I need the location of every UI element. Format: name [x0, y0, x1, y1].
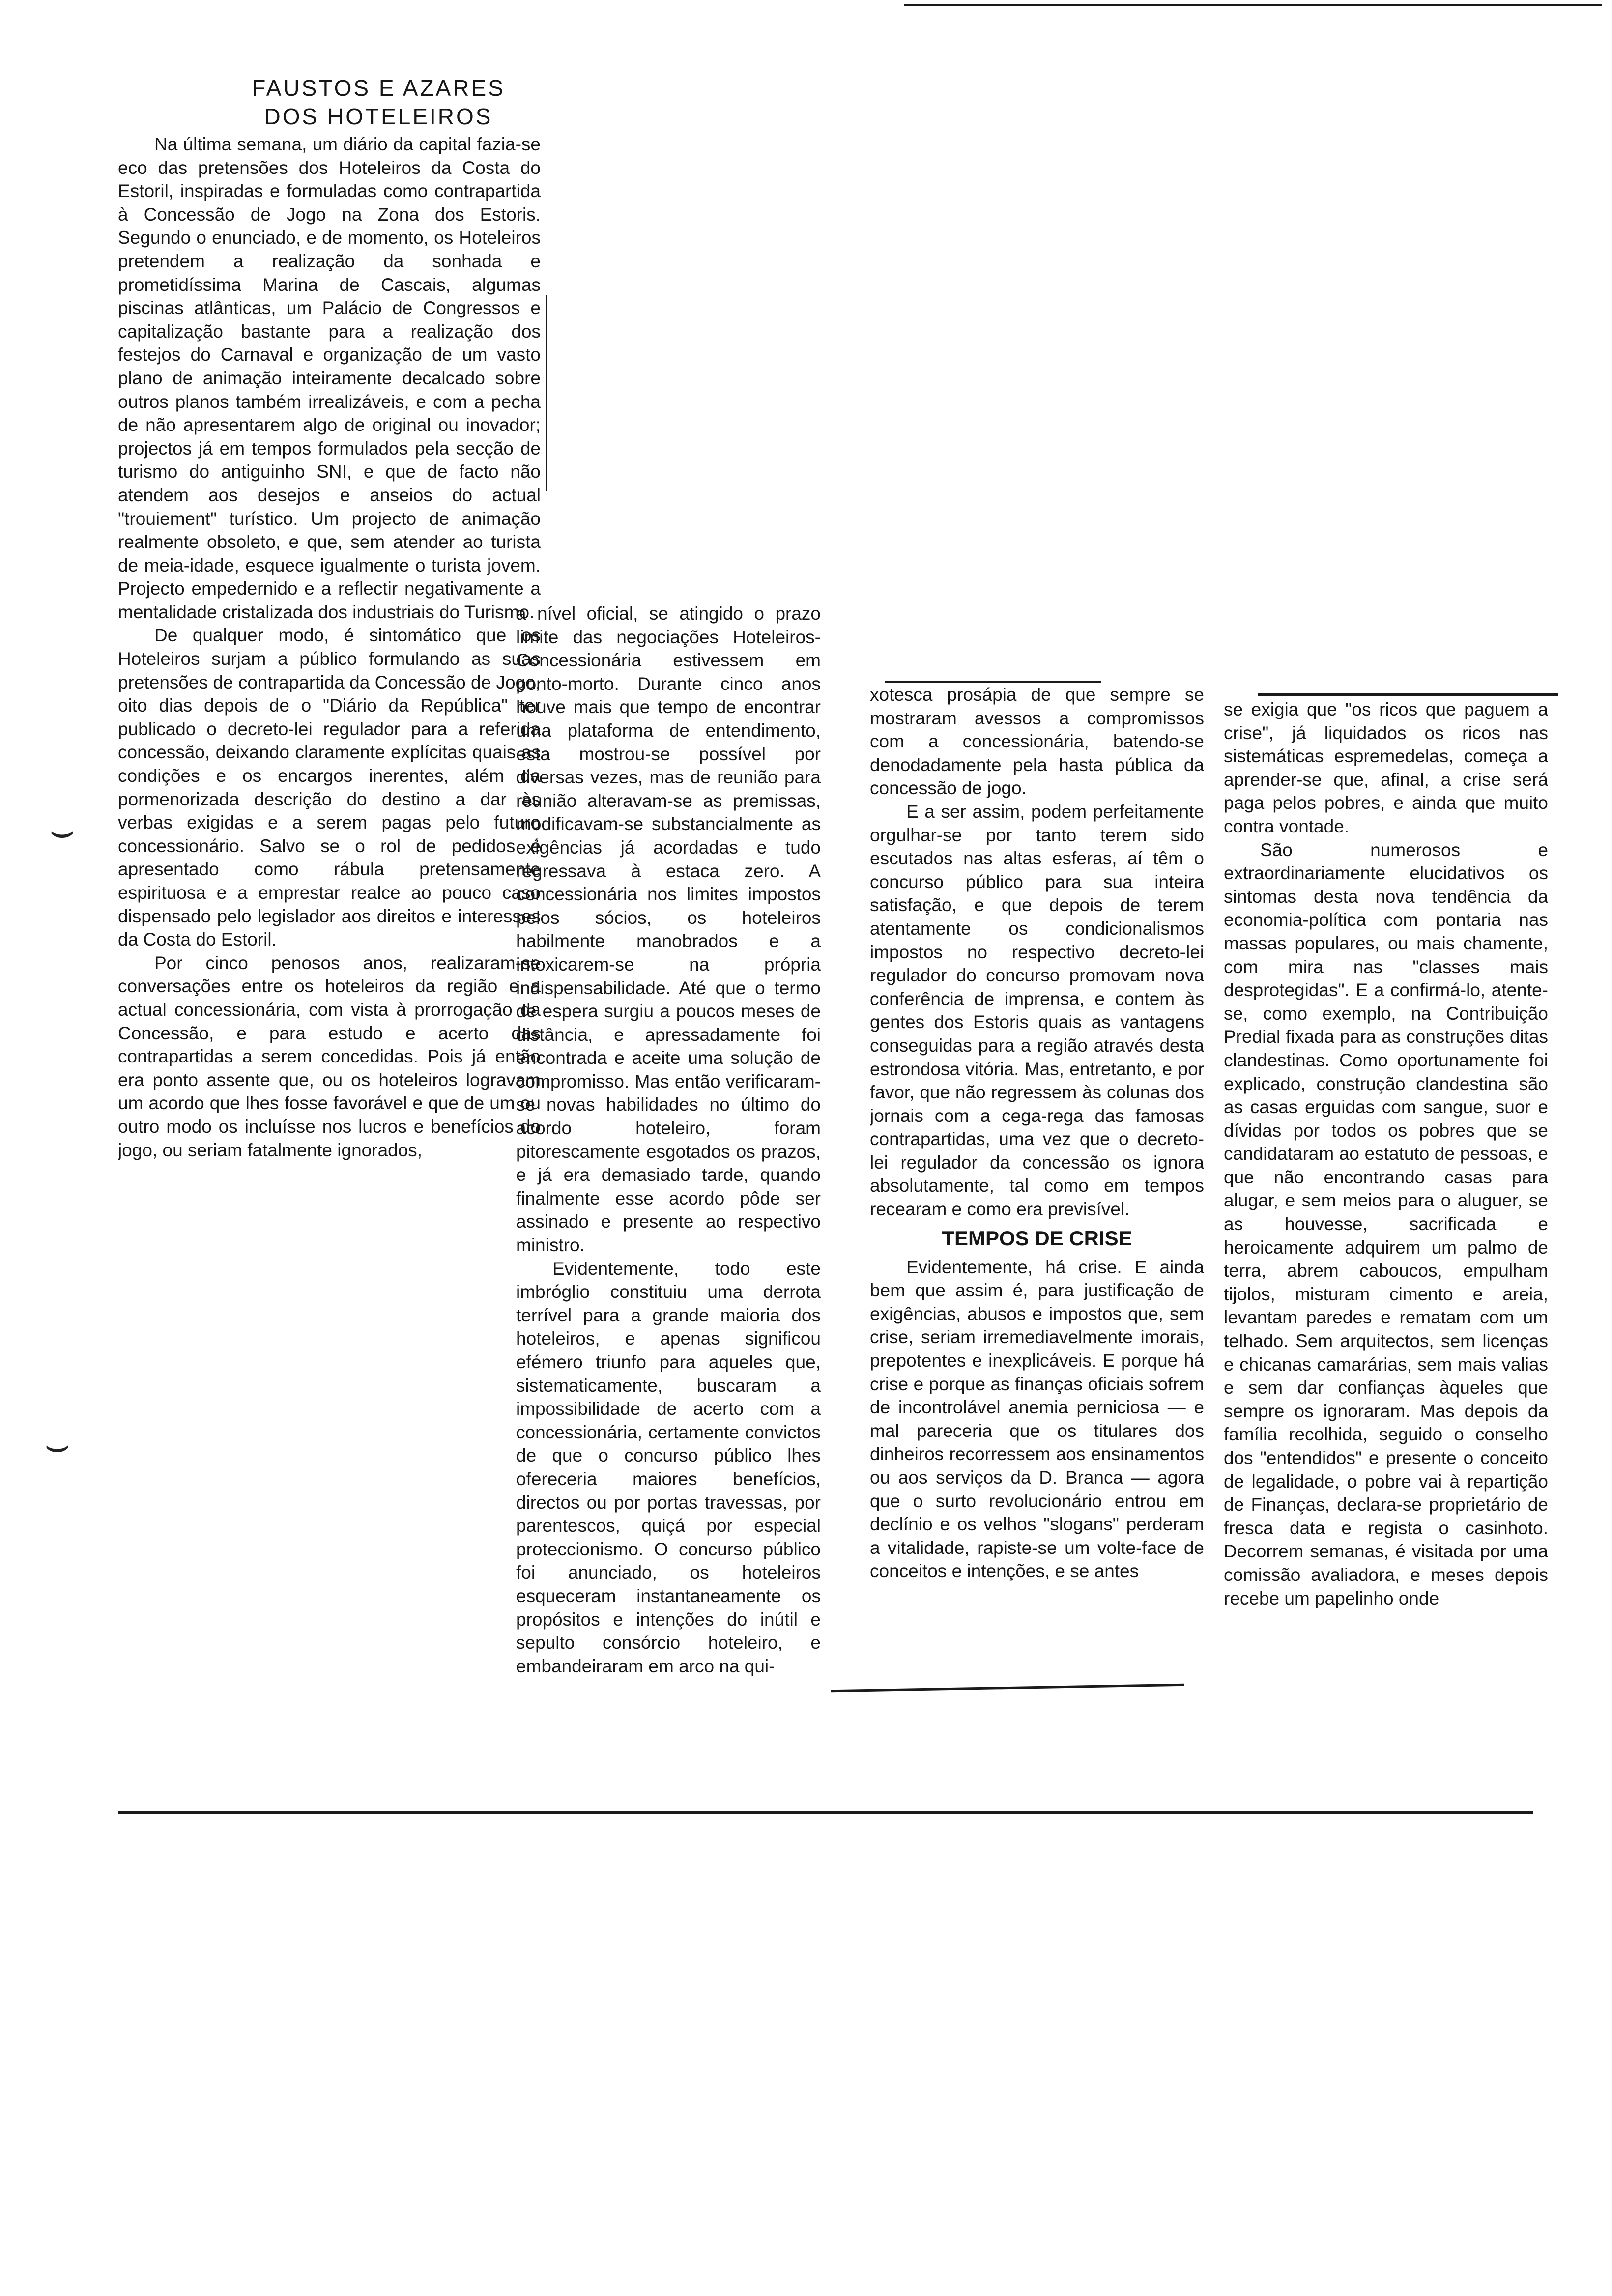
col3-paragraph-3: Evidentemente, há crise. E ainda bem que assim é, para justificação de exigências, abusos e impostos que, sem crise, seriam irremediavelmente imorais, prepotentes e inexplicáveis. E porque há crise e porque as finanças oficiais sofrem de incontrolável anemia perniciosa — e mal pareceria que os titulares dos dinheiros recorressem aos ensinamentos ou aos serviços da D. Branca — agora que o surto revolucionário entrou em declínio e os velhos "slogans" perderam a vitalidade, rapiste-se um volte-face de conceitos e intenções, e se antes	[870, 1257, 1204, 1581]
article-column-1	[118, 133, 541, 1813]
col4-top-rule	[1258, 693, 1558, 696]
col4-paragraph-1: se exigia que "os ricos que paguem a crise", já liquidados os ricos nas sistemáticas espremedelas, começa a aprender-se que, afinal, a crise será paga pelos pobres, e ainda que muito contra vontade.	[1224, 699, 1548, 836]
column-margin-line	[546, 295, 547, 491]
margin-mark-lower: ⌣	[44, 1423, 70, 1466]
col1-paragraph-2: De qualquer modo, é sintomático que os Hoteleiros surjam a público formulando as suas pretensões de contrapartida da Concessão de Jogo, oito dias depois de o "Diário da República" ter publicado o decreto-lei regulador para a referida concessão, deixando claramente explícitas quais as condições e os encargos inerentes, além da pormenorizada descrição do destino a dar às verbas exigidas e a serem pagas pelo futuro concessionário. Salvo se o rol de pedidos é apresentado como rábula pretensamente espirituosa e a emprestar realce ao pouco caso dispensado pelo legislador aos direitos e interesses da Costa do Estoril.	[118, 625, 541, 950]
col1-paragraph-3: Por cinco penosos anos, realizaram-se conversações entre os hoteleiros da região e a actual concessionária, com vista à prorrogação da Concessão, e para estudo e acerto das contrapartidas a serem concedidas. Pois já então era ponto assente que, ou os hoteleiros logravam um acordo que lhes fosse favorável e que de um ou outro modo os incluísse nos lucros e benefícios do jogo, ou seriam fatalmente ignorados,	[118, 952, 541, 1160]
section-subheading: TEMPOS DE CRISE	[942, 1226, 1132, 1250]
col2-paragraph-2: Evidentemente, todo este imbróglio constituiu uma derrota terrível para a grande maioria dos hoteleiros, e apenas significou efémero triunfo para aqueles que, sistematicamente, buscaram a impossibilidade de acerto com a concessionária, certamente convictos de que o concurso público lhes ofereceria maiores benefícios, directos ou por portas travessas, por parentescos, quiçá por especial proteccionismo. O concurso público foi anunciado, os hoteleiros esqueceram instantaneamente os propósitos e intenções do inútil e sepulto consórcio hoteleiro, e embandeiraram em arco na qui-	[516, 1258, 821, 1676]
article-column-2	[516, 602, 821, 1806]
col3-paragraph-2: E a ser assim, podem perfeitamente orgulhar-se por tanto terem sido escutados nas altas esferas, aí têm o concurso público para sua inteira satisfação, e que depois de terem atentamente os condicionalismos impostos no respectivo decreto-lei regulador do concurso promovam nova conferência de imprensa, e contem às gentes dos Estoris quais as vantagens conseguidas para a região através desta estrondosa vitória. Mas, entretanto, e por favor, que não regressem às colunas dos jornais com a cega-rega das famosas contrapartidas, uma vez que o decreto-lei regulador da concessão os ignora absolutamente, tal como em tempos recearam e como era previsível.	[870, 801, 1204, 1220]
col4-paragraph-2: São numerosos e extraordinariamente elucidativos os sintomas desta nova tendência da economia-política com pontaria nas massas populares, ou mais chamente, com mira nas "classes mais desprotegidas". E a confirmá-lo, atente-se, como exemplo, na Contribuição Predial fixada para as construções ditas clandestinas. Como oportunamente foi explicado, construção clandestina são as casas erguidas com sangue, suor e dívidas por todos os pobres que se candidataram ao estatuto de pessoas, e que não encontrando casas para alugar, e sem meios para o aluguer, se as houvesse, sacrificada e heroicamente adquirem um palmo de terra, abrem caboucos, empulham tijolos, misturam cimento e areia, levantam paredes e rematam com um telhado. Sem arquitectos, sem licenças e chicanas camarárias, sem mais valias e sem dar confianças àqueles que sempre os ignoraram. Mas depois da família recolhida, seguido o conselho dos "entendidos" e presente o conceito de legalidade, o pobre vai à repartição de Finanças, declara-se proprietário de fresca data e regista o casinhoto. Decorrem semanas, é visitada por uma comissão avaliadora, e meses depois recebe um papelinho onde	[1224, 839, 1548, 1608]
article-column-3	[870, 683, 1204, 1808]
margin-mark-upper: ⌣	[49, 808, 75, 852]
col3-paragraph-1: xotesca prosápia de que sempre se mostraram avessos a compromissos com a concessionária, batendo-se denodadamente pela hasta pública da concessão de jogo.	[870, 685, 1204, 799]
article-column-4	[1224, 698, 1548, 1811]
col2-paragraph-1: a nível oficial, se atingido o prazo limite das negociações Hoteleiros-Concessionária estivessem em ponto-morto. Durante cinco anos houve mais que tempo de encontrar uma plataforma de entendimento, esta mostrou-se possível por diversas vezes, mas de reunião para reunião alteravam-se as premissas, modificavam-se substancialmente as exigências já acordadas e tudo regressava à estaca zero. A concessionária nos limites impostos pelos sócios, os hoteleiros habilmente manobrados e a intoxicarem-se na própria indispensabilidade. Até que o termo de espera surgiu a poucos meses de distância, e apressadamente foi encontrada e aceite uma solução de compromisso. Mas então verificaram-se novas habilidades no último do acordo hoteleiro, foram pitorescamente esgotados os prazos, e já era demasiado tarde, quando finalmente esse acordo pôde ser assinado e presente ao respectivo ministro.	[516, 603, 821, 1256]
article-headline: FAUSTOS E AZARES DOS HOTELEIROS	[252, 75, 505, 129]
col1-paragraph-1: Na última semana, um diário da capital fazia-se eco das pretensões dos Hoteleiros da Costa do Estoril, inspiradas e formuladas como contrapartida à Concessão de Jogo na Zona dos Estoris. Segundo o enunciado, e de momento, os Hoteleiros pretendem a realização da sonhada e prometidíssima Marina de Cascais, algumas piscinas atlânticas, um Palácio de Congressos e capitalização bastante para a realização dos festejos do Carnaval e organização de um vasto plano de animação inteiramente decalcado sobre outros planos também irrealizáveis, e com a pecha de não apresentarem algo de original ou inovador; projectos já em tempos formulados pela secção de turismo do antiguinho SNI, e que de facto não atendem aos desejos e anseios do actual "trouiement" turístico. Um projecto de animação realmente obsoleto, e que, sem atender ao turista de meia-idade, esquece igualmente o turista jovem. Projecto empedernido e a reflectir negativamente a mentalidade cristalizada dos industriais do Turismo.	[118, 134, 541, 622]
top-edge-rule	[904, 4, 1602, 6]
